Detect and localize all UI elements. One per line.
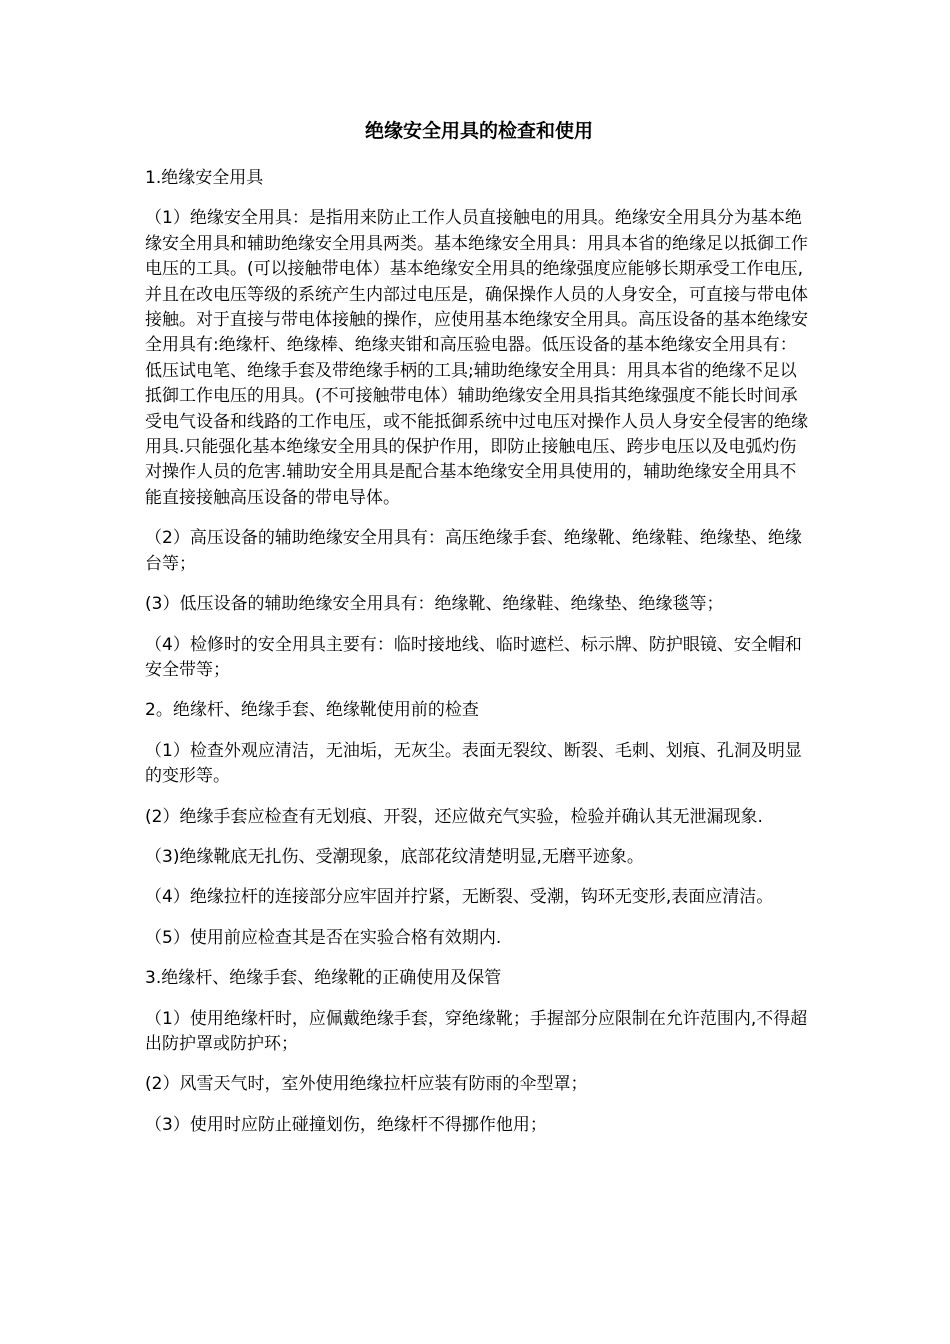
paragraph-3-1: （1）使用绝缘杆时，应佩戴绝缘手套，穿绝缘靴；手握部分应限制在允许范围内,不得超出防护罩或防护环； [145, 1008, 808, 1054]
document-page [145, 116, 813, 1153]
paragraph-2-1: （1）检查外观应清洁，无油垢，无灰尘。表面无裂纹、断裂、毛刺、划痕、孔洞及明显的变形等。 [145, 740, 802, 787]
paragraph-3-3: （3）使用时应防止碰撞划伤，绝缘杆不得挪作他用； [145, 1114, 547, 1135]
paragraph-1-1: （1）绝缘安全用具：是指用来防止工作人员直接触电的用具。绝缘安全用具分为基本绝缘安全用具和辅助绝缘安全用具两类。基本绝缘安全用具：用具本省的绝缘足以抵御工作电压的工具。(可以接触带电体）基本绝缘安全用具的绝缘强度应能够长期承受工作电压,并且在改电压等级的系统产生内部过电压是，确保操作人员的人身安全，可直接与带电体接触。对于直接与带电体接触的操作，应使用基本绝缘安全用具。高压设备的基本绝缘安全用具有:绝缘杆、绝缘棒、绝缘夹钳和高压验电器。低压设备的基本绝缘安全用具有：低压试电笔、绝缘手套及带绝缘手柄的工具;辅助绝缘安全用具：用具本省的绝缘不足以抵御工作电压的用具。(不可接触带电体）辅助绝缘安全用具指其绝缘强度不能长时间承受电气设备和线路的工作电压，或不能抵御系统中过电压对操作人员人身安全侵害的绝缘用具.只能强化基本绝缘安全用具的保护作用，即防止接触电压、跨步电压以及电弧灼伤对操作人员的危害.辅助安全用具是配合基本绝缘安全用具使用的，辅助绝缘安全用具不能直接接触高压设备的带电导体。 [145, 208, 808, 508]
paragraph-2-5: （5）使用前应检查其是否在实验合格有效期内. [145, 927, 502, 948]
paragraph-1-2: （2）高压设备的辅助绝缘安全用具有：高压绝缘手套、绝缘靴、绝缘鞋、绝缘垫、绝缘台等； [145, 528, 802, 574]
section-heading-2: 2。绝缘杆、绝缘手套、绝缘靴使用前的检查 [145, 700, 479, 721]
section-heading-3: 3.绝缘杆、绝缘手套、绝缘靴的正确使用及保管 [145, 968, 502, 989]
paragraph-3-2: (2）风雪天气时，室外使用绝缘拉杆应装有防雨的伞型罩； [145, 1074, 588, 1095]
paragraph-1-3: (3）低压设备的辅助绝缘安全用具有：绝缘靴、绝缘鞋、绝缘垫、绝缘毯等； [145, 594, 724, 615]
paragraph-2-3: （3)绝缘靴底无扎伤、受潮现象，底部花纹清楚明显,无磨平迹象。 [145, 846, 644, 867]
document-title: 绝缘安全用具的检查和使用 [364, 120, 593, 142]
paragraph-2-2: (2）绝缘手套应检查有无划痕、开裂，还应做充气实验，检验并确认其无泄漏现象. [145, 806, 763, 827]
paragraph-1-4: （4）检修时的安全用具主要有：临时接地线、临时遮栏、标示牌、防护眼镜、安全帽和安全带等； [145, 634, 802, 680]
section-heading-1: 1.绝缘安全用具 [145, 168, 264, 188]
paragraph-2-4: （4）绝缘拉杆的连接部分应牢固并拧紧，无断裂、受潮，钩环无变形,表面应清洁。 [145, 887, 774, 908]
